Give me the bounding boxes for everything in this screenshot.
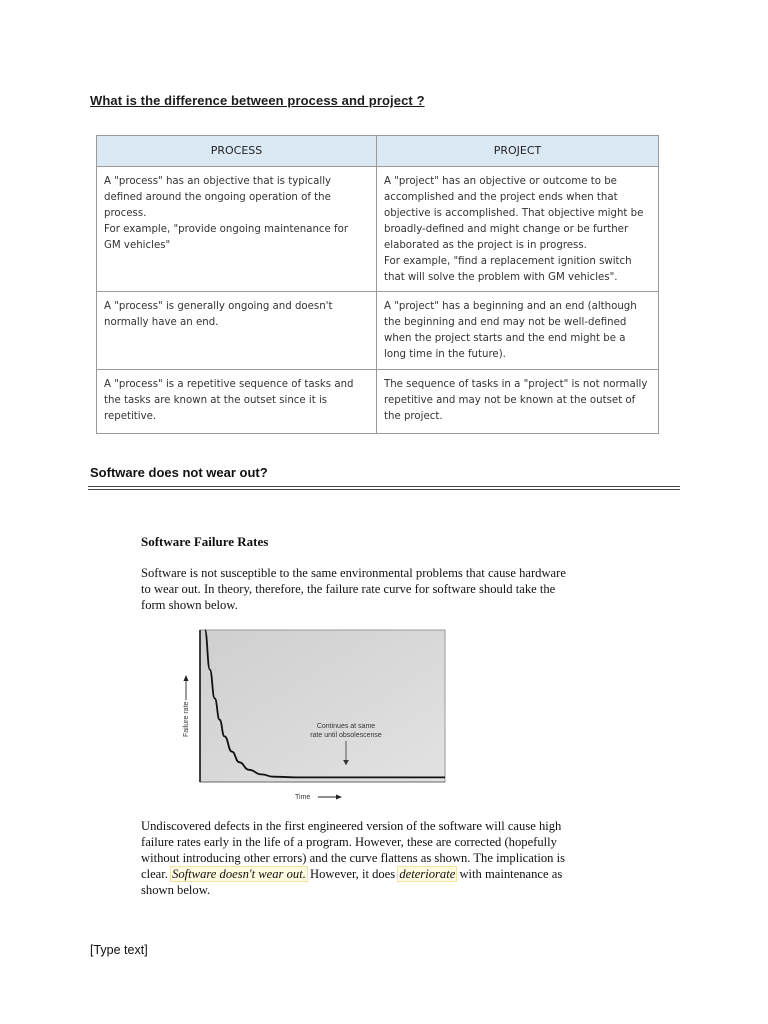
section-heading: Software does not wear out? — [90, 465, 268, 480]
highlight-text: deteriorate — [399, 867, 456, 881]
table-row — [97, 292, 659, 370]
paragraph-text: However, it does — [306, 867, 399, 881]
x-axis-label: Time — [295, 794, 311, 801]
divider — [88, 486, 680, 487]
page-heading: What is the difference between process and project ? — [90, 93, 425, 108]
excerpt-title: Software Failure Rates — [141, 534, 269, 549]
table-cell: A "process" is a repetitive sequence of tasks and the tasks are known at the outset since it is repetitive. — [97, 370, 377, 434]
excerpt-paragraph-2 — [141, 818, 601, 898]
x-axis-arrowhead — [336, 795, 342, 800]
table-row — [97, 167, 659, 292]
table-cell: A "process" has an objective that is typically defined around the ongoing operation of the process. For example, "provide ongoing maintenance for GM vehicles" — [97, 167, 377, 292]
failure-rate-chart — [178, 625, 448, 805]
y-axis-label: Failure rate — [183, 701, 190, 737]
table-row — [97, 370, 659, 434]
chart-svg — [178, 625, 448, 805]
table-cell: A "process" is generally ongoing and doesn't normally have an end. — [97, 292, 377, 370]
header-project: PROJECT — [377, 136, 659, 167]
comparison-table — [96, 135, 659, 434]
table-header-row — [97, 136, 659, 167]
annotation-line-2: rate until obsolescense — [310, 732, 382, 739]
header-process: PROCESS — [97, 136, 377, 167]
table-cell: The sequence of tasks in a "project" is not normally repetitive and may not be known at the outset of the project. — [377, 370, 659, 434]
paragraph-text: Undiscovered defects in the first engineered version of the software will cause high failure rates early in the life of a program. However, these are corrected (hopefully without introducing other errors) and the curve flattens as shown. The implication is clear. — [141, 819, 566, 881]
excerpt-paragraph-1: Software is not susceptible to the same environmental problems that cause hardware to wear out. In theory, therefore, the failure rate curve for software should take the form shown below. — [141, 566, 566, 612]
table-cell: A "project" has a beginning and an end (although the beginning and end may not be well-defined when the project starts and the end might be a long time in the future). — [377, 292, 659, 370]
annotation-line-1: Continues at same — [316, 723, 376, 730]
y-axis-arrowhead — [184, 675, 189, 681]
footer-placeholder: [Type text] — [90, 943, 148, 957]
highlight-text: Software doesn't wear out. — [172, 867, 306, 881]
table-cell: A "project" has an objective or outcome to be accomplished and the project ends when that objective is accomplished. That objective might be broadly-defined and might change or be further elaborated as the project is in progress. For example, "find a replacement ignition switch that will solve the problem with GM vehicles". — [377, 167, 659, 292]
divider — [88, 489, 680, 490]
paragraph-text: with maintenance as shown below. — [141, 867, 563, 897]
